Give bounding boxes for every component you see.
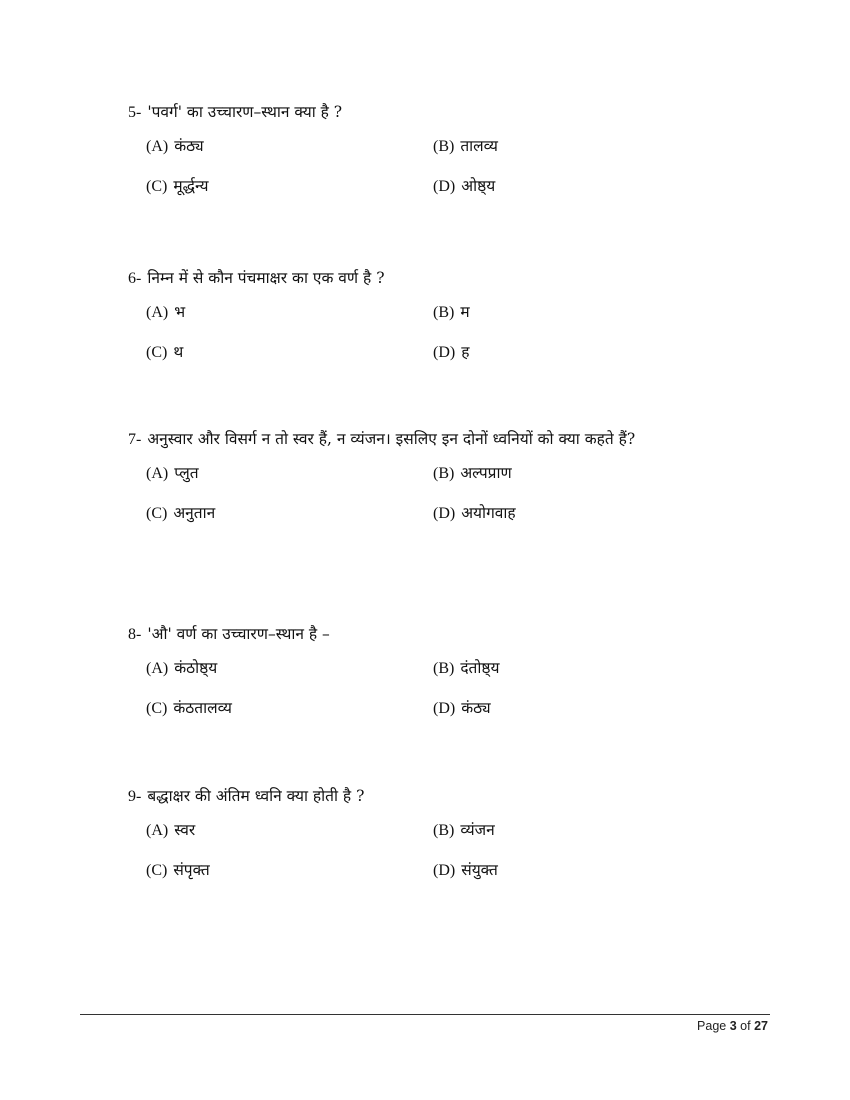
option-c (146, 174, 209, 196)
option-b (433, 300, 470, 322)
option-a (146, 134, 204, 156)
option-text: तालव्य (460, 137, 498, 155)
option-label: (D) (433, 178, 456, 195)
option-c (146, 501, 215, 523)
option-label: (A) (146, 304, 169, 321)
option-text: मूर्द्धन्य (173, 177, 209, 195)
option-c (146, 858, 210, 880)
option-label: (C) (146, 862, 168, 879)
option-label: (D) (433, 700, 456, 717)
option-text: स्वर (174, 821, 196, 839)
option-label: (B) (433, 465, 455, 482)
option-row (128, 455, 753, 495)
option-c (146, 340, 183, 362)
question-9 (128, 781, 753, 892)
question-number: 8- (128, 626, 142, 643)
option-row (128, 812, 753, 852)
option-d (433, 696, 491, 718)
option-text: भ (174, 303, 186, 321)
question-prompt: अनुस्वार और विसर्ग न तो स्वर हैं, न व्यंजन। इसलिए इन दोनों ध्वनियों को क्या कहते हैं? (147, 430, 636, 448)
option-row (128, 852, 753, 892)
current-page-number: 3 (729, 1019, 737, 1033)
question-prompt: बद्धाक्षर की अंतिम ध्वनि क्या होती है ? (147, 787, 365, 805)
question-number: 6- (128, 270, 142, 287)
option-label: (B) (433, 304, 455, 321)
option-a (146, 818, 195, 840)
option-row (128, 334, 753, 374)
option-text: व्यंजन (460, 821, 495, 839)
option-b (433, 656, 500, 678)
question-prompt: 'पवर्ग' का उच्चारण–स्थान क्या है ? (147, 103, 343, 121)
option-text: संयुक्त (461, 861, 498, 879)
option-row (128, 294, 753, 334)
option-text: कंठतालव्य (173, 699, 232, 717)
option-c (146, 696, 232, 718)
question-5 (128, 97, 753, 208)
option-text: अल्पप्राण (460, 464, 512, 482)
option-label: (A) (146, 822, 169, 839)
option-label: (D) (433, 862, 456, 879)
option-row (128, 650, 753, 690)
question-text (128, 263, 753, 294)
option-row (128, 168, 753, 208)
option-a (146, 656, 217, 678)
option-text: कंठ्य (461, 699, 491, 717)
question-text (128, 97, 753, 128)
option-label: (A) (146, 465, 169, 482)
footer-divider (80, 1014, 770, 1015)
option-label: (C) (146, 700, 168, 717)
of-word: of (740, 1019, 751, 1033)
option-row (128, 128, 753, 168)
question-prompt: निम्न में से कौन पंचमाक्षर का एक वर्ण है ? (147, 269, 385, 287)
option-d (433, 501, 516, 523)
option-text: प्लुत (174, 464, 199, 482)
option-text: ओष्ठ्य (461, 177, 496, 195)
option-d (433, 340, 469, 362)
question-7 (128, 424, 753, 535)
option-label: (A) (146, 138, 169, 155)
option-b (433, 461, 512, 483)
option-label: (C) (146, 505, 168, 522)
question-6 (128, 263, 753, 374)
option-b (433, 818, 495, 840)
option-label: (A) (146, 660, 169, 677)
question-number: 5- (128, 104, 142, 121)
option-text: ह (461, 343, 470, 361)
option-b (433, 134, 498, 156)
option-text: थ (173, 343, 184, 361)
option-row (128, 495, 753, 535)
option-text: अनुतान (173, 504, 216, 522)
option-label: (C) (146, 178, 168, 195)
option-label: (D) (433, 344, 456, 361)
question-prompt: 'औ' वर्ण का उच्चारण–स्थान है – (147, 625, 330, 643)
question-text (128, 619, 753, 650)
option-a (146, 300, 185, 322)
option-text: संपृक्त (173, 861, 210, 879)
option-label: (D) (433, 505, 456, 522)
option-d (433, 858, 498, 880)
option-a (146, 461, 199, 483)
option-text: अयोगवाह (461, 504, 516, 522)
option-label: (B) (433, 660, 455, 677)
option-label: (B) (433, 138, 455, 155)
question-text (128, 424, 753, 455)
question-number: 9- (128, 788, 142, 805)
question-number: 7- (128, 431, 142, 448)
option-label: (C) (146, 344, 168, 361)
option-text: कंठोष्ठ्य (174, 659, 218, 677)
option-text: दंतोष्ठ्य (460, 659, 500, 677)
question-text (128, 781, 753, 812)
page-word: Page (697, 1019, 727, 1033)
page-indicator (697, 1019, 768, 1033)
option-text: म (460, 303, 470, 321)
option-d (433, 174, 495, 196)
option-text: कंठ्य (174, 137, 204, 155)
total-pages-number: 27 (754, 1019, 768, 1033)
option-row (128, 690, 753, 730)
question-8 (128, 619, 753, 730)
option-label: (B) (433, 822, 455, 839)
